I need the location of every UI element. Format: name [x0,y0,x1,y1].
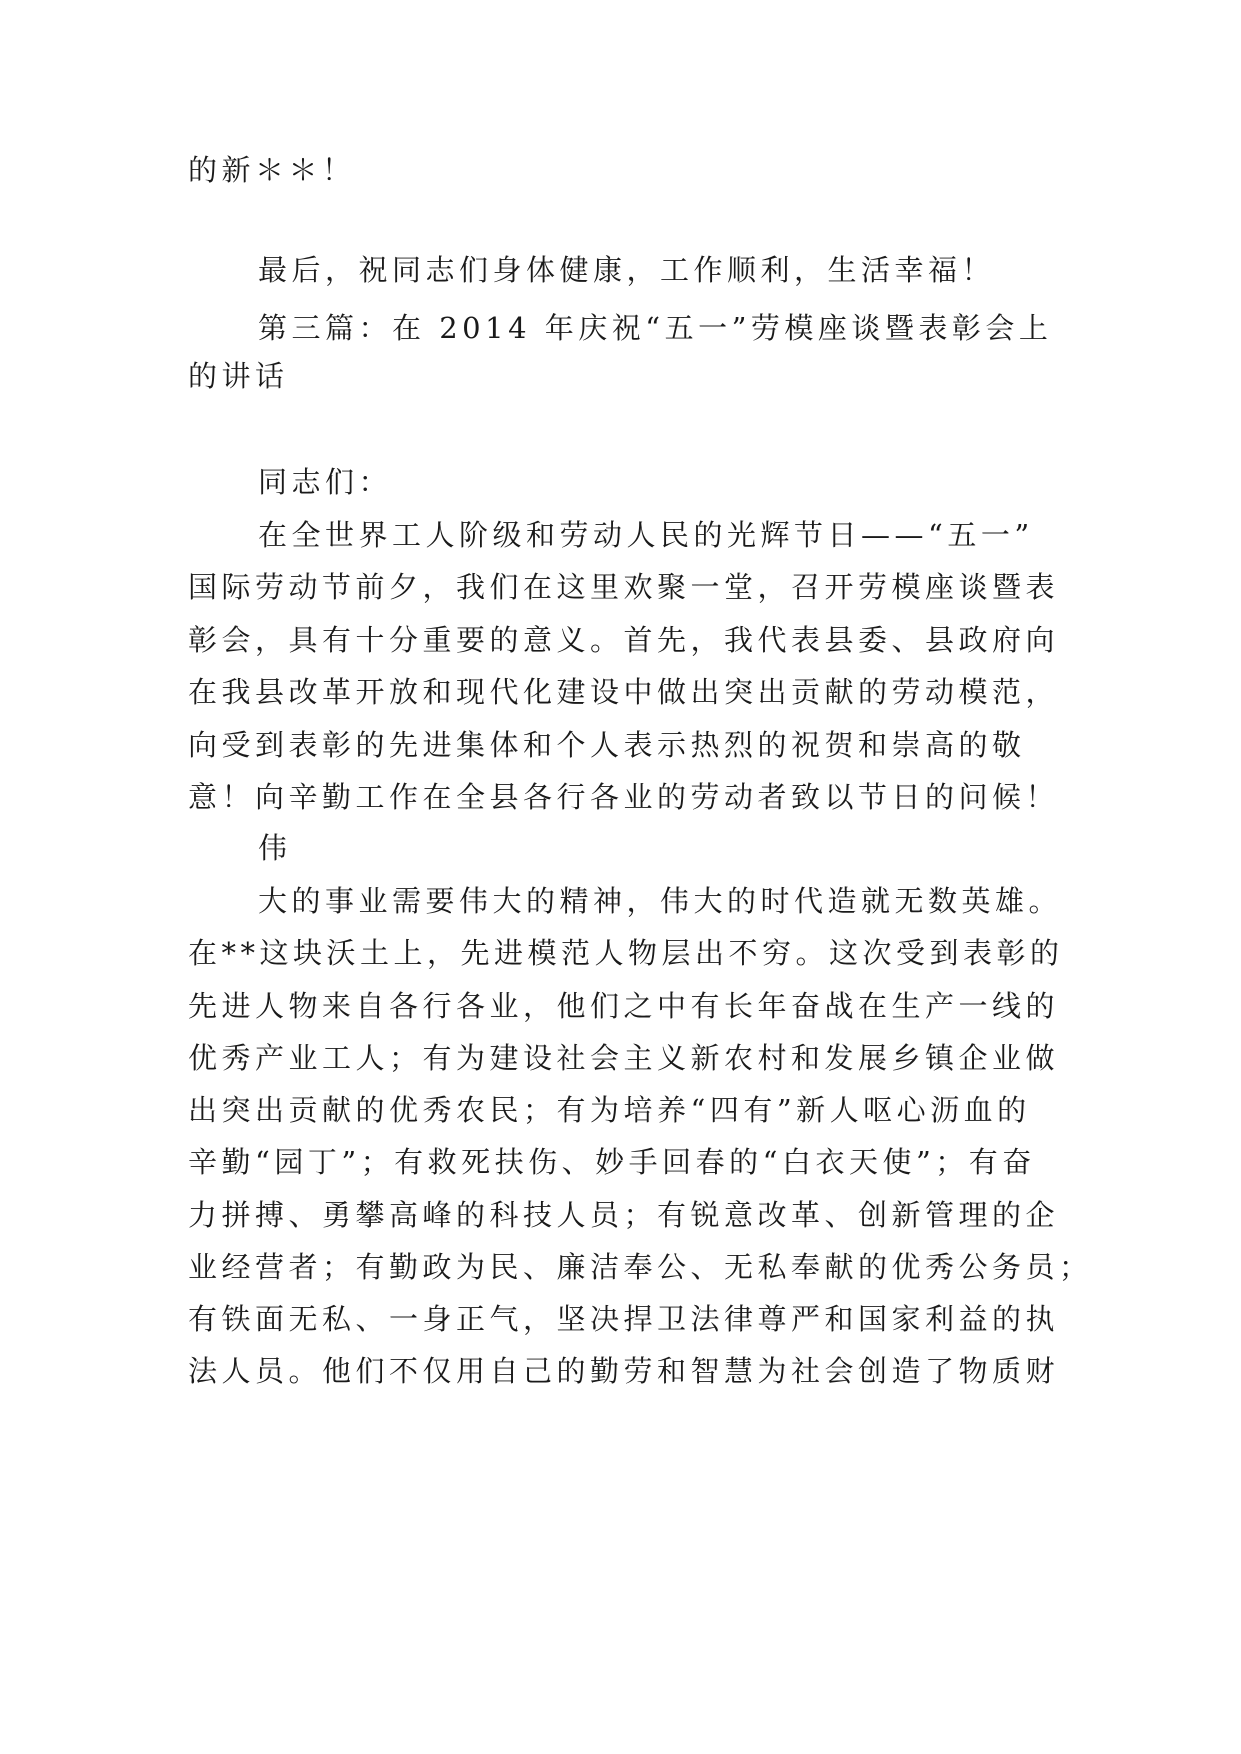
paragraph-line: 先进人物来自各行各业，他们之中有长年奋战在生产一线的 [188,989,1060,1023]
paragraph-line: 优秀产业工人；有为建设社会主义新农村和发展乡镇企业做 [188,1041,1060,1075]
salutation: 同志们： [258,465,393,499]
section-heading: 第三篇：在 2014 年庆祝“五一”劳模座谈暨表彰会上 [258,311,1053,345]
text-line-continuation: 的新＊＊！ [188,153,356,187]
paragraph-line: 有铁面无私、一身正气，坚决捍卫法律尊严和国家利益的执 [188,1302,1060,1336]
paragraph-line: 出突出贡献的优秀农民；有为培养“四有”新人呕心沥血的 [188,1093,1031,1127]
paragraph-line: 辛勤“园丁”；有救死扶伤、妙手回春的“白衣天使”；有奋 [188,1145,1036,1179]
paragraph-line: 国际劳动节前夕，我们在这里欢聚一堂，召开劳模座谈暨表 [188,570,1060,604]
paragraph-line: 法人员。他们不仅用自己的勤劳和智慧为社会创造了物质财 [188,1354,1060,1388]
paragraph-line: 业经营者；有勤政为民、廉洁奉公、无私奉献的优秀公务员； [188,1250,1093,1284]
paragraph-line: 意！向辛勤工作在全县各行各业的劳动者致以节日的问候！ [188,780,1060,814]
paragraph-line: 在我县改革开放和现代化建设中做出突出贡献的劳动模范， [188,675,1060,709]
paragraph-line: 彰会，具有十分重要的意义。首先，我代表县委、县政府向 [188,623,1060,657]
section-heading-cont: 的讲话 [188,359,289,393]
paragraph-line: 在**这块沃土上，先进模范人物层出不穷。这次受到表彰的 [188,936,1064,970]
paragraph-line: 伟 [258,831,292,865]
paragraph-line: 力拼搏、勇攀高峰的科技人员；有锐意改革、创新管理的企 [188,1198,1060,1232]
paragraph-line: 在全世界工人阶级和劳动人民的光辉节日——“五一” [258,518,1034,552]
text-line-closing-wish: 最后，祝同志们身体健康，工作顺利，生活幸福！ [258,253,996,287]
paragraph-line: 向受到表彰的先进集体和个人表示热烈的祝贺和崇高的敬 [188,728,1026,762]
paragraph-line: 大的事业需要伟大的精神，伟大的时代造就无数英雄。 [258,884,1063,918]
